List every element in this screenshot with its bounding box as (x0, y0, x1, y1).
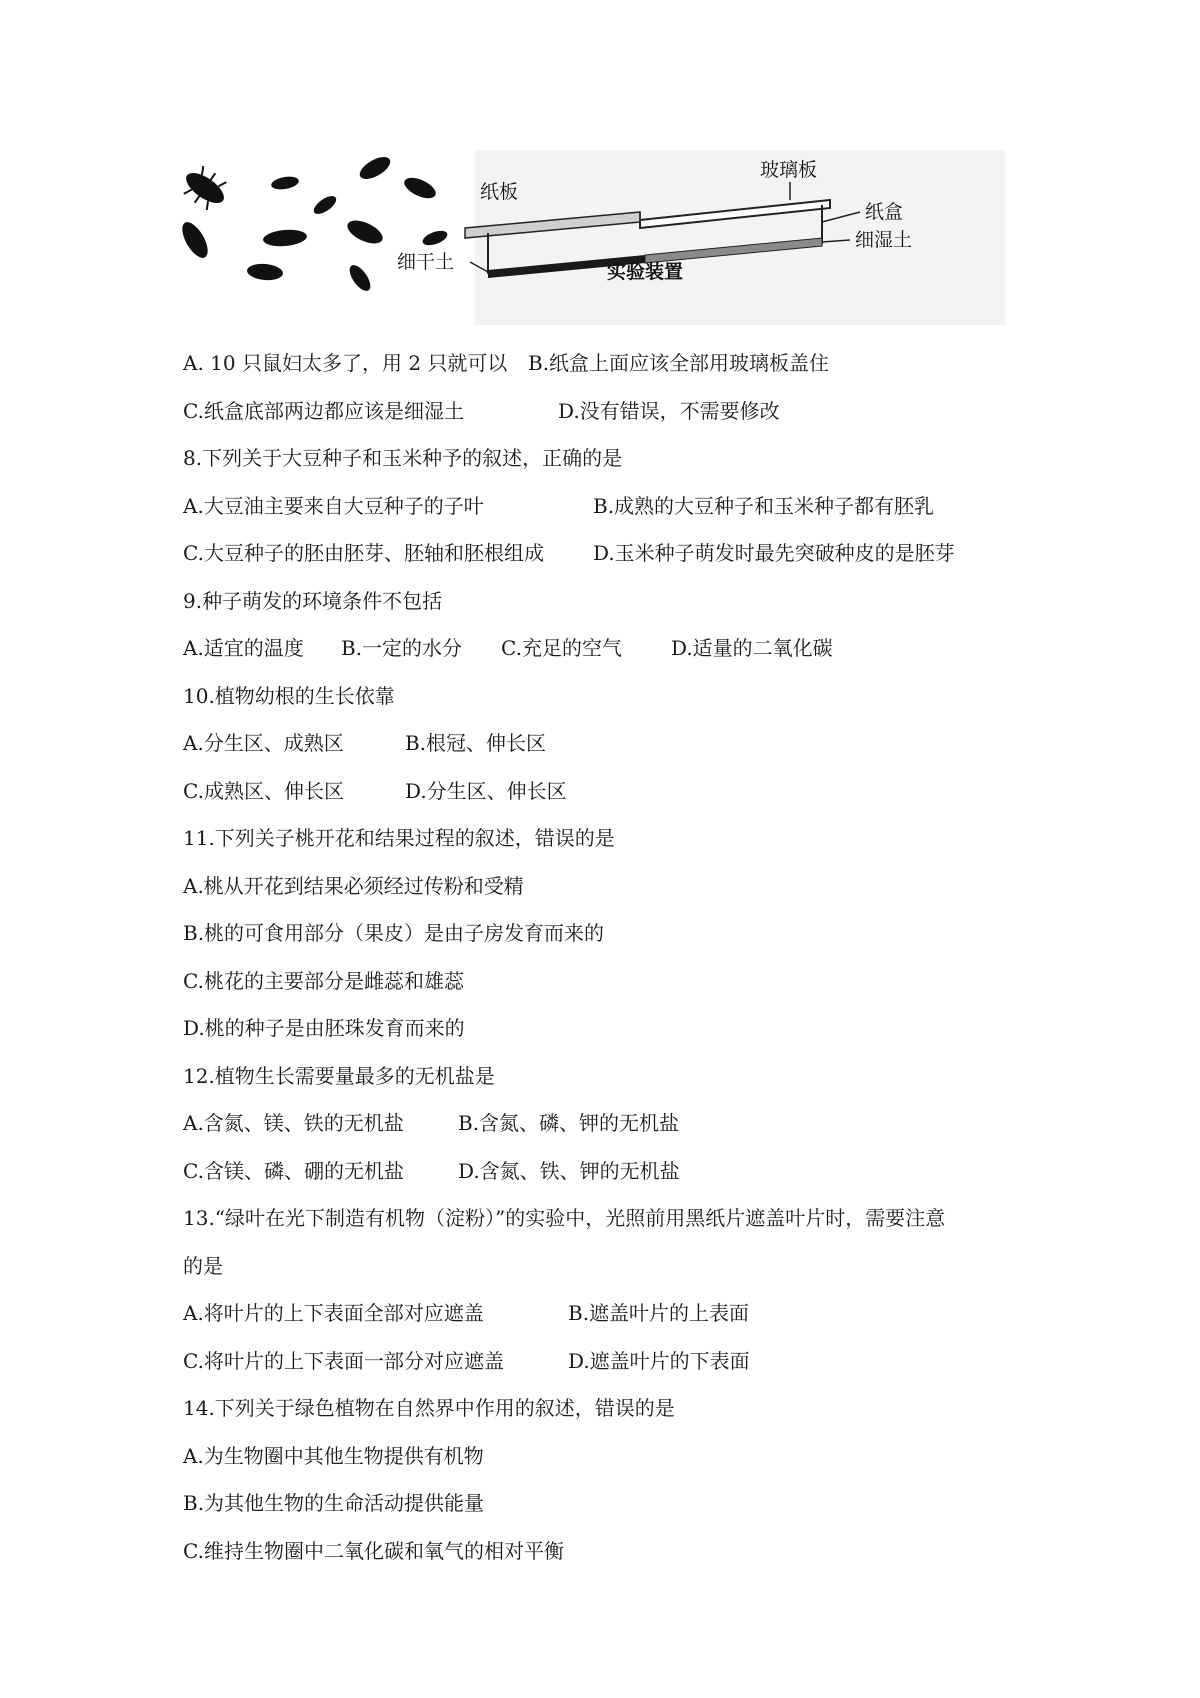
q14-option-a: A.为生物圈中其他生物提供有机物 (183, 1443, 484, 1468)
q12-options-row2 (183, 1148, 1043, 1196)
q12-options-row1 (183, 1100, 1043, 1148)
glass-plate-label: 玻璃板 (760, 159, 818, 181)
q11-option-a: A.桃从开花到结果必须经过传粉和受精 (183, 873, 524, 898)
q9-option-c: C.充足的空气 (501, 636, 622, 660)
q14-stem: 14.下列关于绿色植物在自然界中作用的叙述，错误的是 (183, 1396, 675, 1420)
q11-option-d: D.桃的种子是由胚珠发育而来的 (183, 1016, 465, 1040)
q9-option-b: B.一定的水分 (341, 636, 463, 660)
pillbugs-group (177, 153, 450, 295)
q8-option-c: C.大豆种子的胚由胚芽、胚轴和胚根组成 (183, 541, 544, 565)
dry-soil-label: 细干土 (397, 251, 455, 273)
apparatus (397, 150, 1005, 325)
q8-option-d: D.玉米种子萌发时最先突破种皮的是胚芽 (593, 541, 955, 565)
q13-stem-line2: 的是 (183, 1253, 223, 1278)
q10-option-d: D.分生区、伸长区 (405, 778, 567, 803)
pillbug-icon (311, 193, 339, 218)
q13-options-row1 (183, 1290, 1043, 1338)
pillbug-icon (246, 262, 283, 281)
wet-soil-label: 细湿土 (855, 229, 913, 251)
q10-stem: 10.植物幼根的生长依靠 (183, 683, 395, 708)
q8-stem: 8.下列关于大豆种子和玉米种予的叙述，正确的是 (183, 446, 623, 470)
q12-option-d: D.含氮、铁、钾的无机盐 (458, 1158, 680, 1183)
q14-option-b: B.为其他生物的生命活动提供能量 (183, 1491, 485, 1515)
q12-option-c: C.含镁、磷、硼的无机盐 (183, 1158, 404, 1183)
box-label: 纸盒 (865, 201, 904, 223)
q7-option-a: A. 10 只鼠妇太多了，用 2 只就可以 (183, 351, 508, 375)
q7-option-c: C.纸盒底部两边都应该是细湿土 (183, 398, 464, 423)
pillbug-icon (177, 161, 234, 216)
q9-options-row (183, 625, 1043, 673)
q12-option-a: A.含氮、镁、铁的无机盐 (183, 1111, 404, 1135)
figure-caption: 实验装置 (607, 261, 684, 283)
q8-option-b: B.成熟的大豆种子和玉米种子都有胚乳 (593, 493, 935, 518)
apparatus-background (475, 150, 1005, 325)
q13-option-b: B.遮盖叶片的上表面 (568, 1301, 750, 1325)
q11-option-c: C.桃花的主要部分是雌蕊和雄蕊 (183, 968, 464, 993)
experiment-figure (175, 150, 1005, 325)
q12-option-b: B.含氮、磷、钾的无机盐 (458, 1111, 680, 1135)
q9-option-d: D.适量的二氧化碳 (671, 636, 833, 660)
q13-stem-line1: 13.“绿叶在光下制造有机物（淀粉）”的实验中，光照前用黑纸片遮盖叶片时，需要注意 (183, 1206, 946, 1230)
q10-option-b: B.根冠、伸长区 (405, 731, 547, 755)
q14-option-c: C.维持生物圈中二氧化碳和氧气的相对平衡 (183, 1538, 564, 1563)
question-list (183, 340, 1043, 1575)
pillbug-icon (270, 175, 300, 192)
q12-stem: 12.植物生长需要量最多的无机盐是 (183, 1063, 495, 1088)
q7-options-row1 (183, 340, 1043, 388)
q13-option-d: D.遮盖叶片的下表面 (568, 1348, 750, 1373)
q13-option-a: A.将叶片的上下表面全部对应遮盖 (183, 1301, 484, 1325)
q10-options-row1 (183, 720, 1043, 768)
q10-option-a: A.分生区、成熟区 (183, 731, 344, 755)
pillbug-icon (356, 153, 393, 184)
q7-option-b: B.纸盒上面应该全部用玻璃板盖住 (528, 351, 830, 375)
experiment-figure-svg (175, 150, 1005, 325)
pillbug-icon (346, 262, 375, 295)
q13-option-c: C.将叶片的上下表面一部分对应遮盖 (183, 1348, 504, 1373)
pillbug-icon (177, 218, 213, 262)
q8-options-row1 (183, 483, 1043, 531)
q7-option-d: D.没有错误，不需要修改 (558, 398, 780, 423)
cardboard-label: 纸板 (480, 181, 519, 203)
pillbug-icon (401, 174, 439, 203)
q8-option-a: A.大豆油主要来自大豆种子的子叶 (183, 493, 484, 518)
pillbug-icon (262, 228, 307, 248)
pillbug-icon (421, 228, 450, 248)
pillbug-icon (344, 216, 386, 248)
q11-option-b: B.桃的可食用部分（果皮）是由子房发育而来的 (183, 921, 605, 945)
q7-options-row2 (183, 388, 1043, 436)
q9-stem: 9.种子萌发的环境条件不包括 (183, 588, 443, 613)
q11-stem: 11.下列关子桃开花和结果过程的叙述，错误的是 (183, 826, 615, 850)
q8-options-row2 (183, 530, 1043, 578)
q13-options-row2 (183, 1338, 1043, 1386)
q9-option-a: A.适宜的温度 (183, 636, 304, 660)
q10-option-c: C.成熟区、伸长区 (183, 778, 344, 803)
q10-options-row2 (183, 768, 1043, 816)
